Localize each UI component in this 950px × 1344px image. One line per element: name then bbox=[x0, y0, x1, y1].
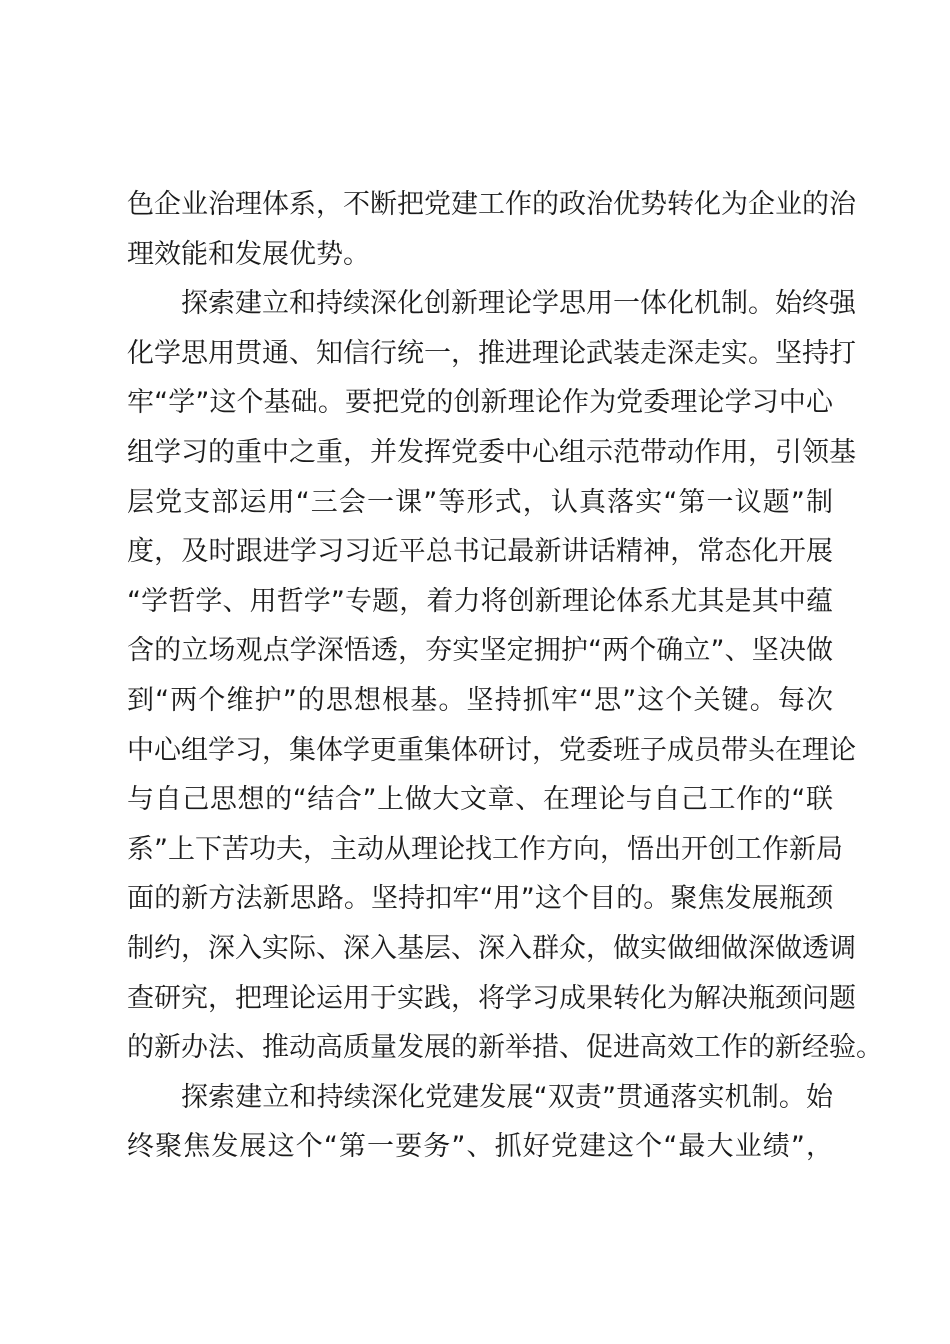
text-line: 牢“学”这个基础。要把党的创新理论作为党委理论学习中心 bbox=[127, 387, 833, 419]
text-line: 系”上下苦功夫，主动从理论找工作方向，悟出开创工作新局 bbox=[127, 833, 843, 865]
paragraph-2 bbox=[127, 279, 883, 1073]
text-line: 与自己思想的“结合”上做大文章、在理论与自己工作的“联 bbox=[127, 784, 833, 816]
body-text bbox=[127, 180, 883, 1172]
text-line: 化学思用贯通、知信行统一，推进理论武装走深走实。坚持打 bbox=[127, 337, 856, 369]
text-line: 到“两个维护”的思想根基。坚持抓牢“思”这个关键。每次 bbox=[127, 684, 833, 716]
text-line: “学哲学、用哲学”专题，着力将创新理论体系尤其是其中蕴 bbox=[127, 585, 833, 617]
text-line: 度，及时跟进学习习近平总书记最新讲话精神，常态化开展 bbox=[127, 536, 833, 568]
text-line: 的新办法、推动高质量发展的新举措、促进高效工作的新经验。 bbox=[127, 1032, 883, 1064]
text-line: 探索建立和持续深化创新理论学思用一体化机制。始终强 bbox=[181, 288, 856, 320]
text-line: 探索建立和持续深化党建发展“双责”贯通落实机制。始 bbox=[181, 1081, 833, 1113]
text-line: 组学习的重中之重，并发挥党委中心组示范带动作用，引领基 bbox=[127, 436, 856, 468]
text-line: 理效能和发展优势。 bbox=[127, 238, 370, 270]
text-line: 含的立场观点学深悟透，夯实坚定拥护“两个确立”、坚决做 bbox=[127, 635, 833, 667]
text-line: 色企业治理体系，不断把党建工作的政治优势转化为企业的治 bbox=[127, 189, 856, 220]
text-line: 查研究，把理论运用于实践，将学习成果转化为解决瓶颈问题 bbox=[127, 982, 856, 1014]
text-line: 层党支部运用“三会一课”等形式，认真落实“第一议题”制 bbox=[127, 486, 833, 518]
text-line: 中心组学习，集体学更重集体研讨，党委班子成员带头在理论 bbox=[127, 734, 856, 766]
text-line: 制约，深入实际、深入基层、深入群众，做实做细做深做透调 bbox=[127, 932, 856, 964]
paragraph-3 bbox=[127, 1073, 833, 1172]
paragraph-1 bbox=[127, 180, 856, 279]
text-line: 面的新方法新思路。坚持扣牢“用”这个目的。聚焦发展瓶颈 bbox=[127, 883, 833, 915]
text-line: 终聚焦发展这个“第一要务”、抓好党建这个“最大业绩”， bbox=[127, 1131, 833, 1163]
